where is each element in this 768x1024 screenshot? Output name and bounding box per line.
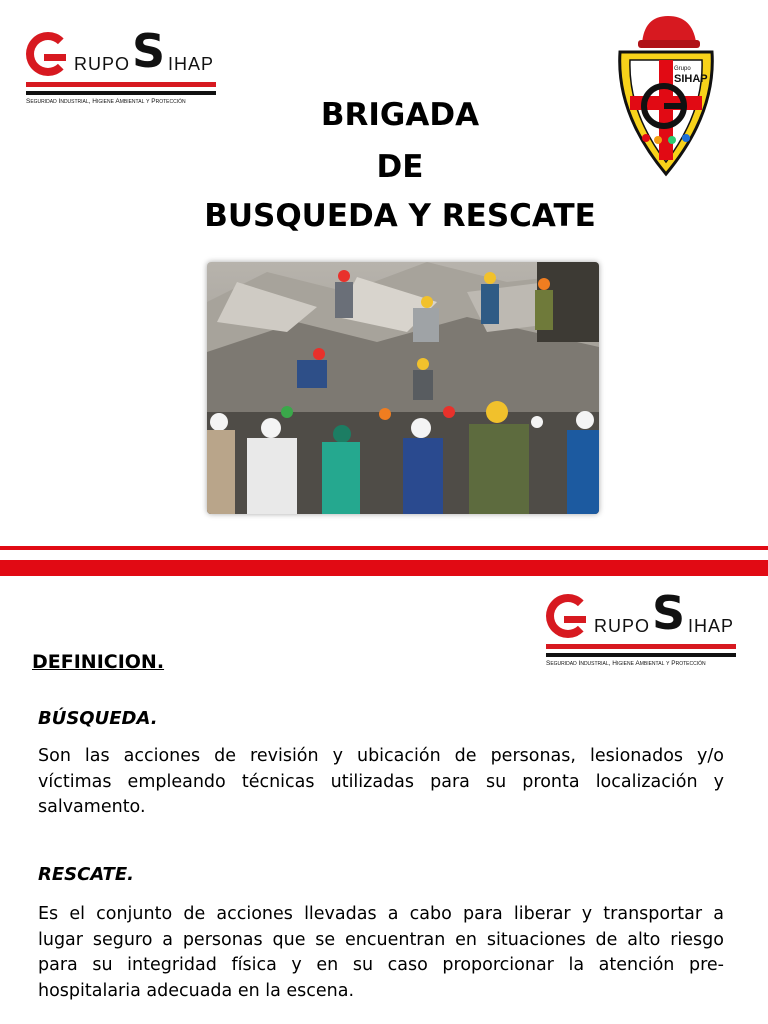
logo-word-right: IHAP (168, 54, 215, 74)
rescate-line: Es el conjunto de acciones llevadas a cabo para liberar y transportar a (38, 904, 724, 924)
title-line-2: DE (376, 149, 424, 185)
title-line-3: BUSQUEDA Y RESCATE (204, 198, 596, 234)
badge-name: SIHAP (674, 73, 708, 85)
logo-tagline: Seguridad Industrial, Higiene Ambiental y Protección (546, 660, 706, 667)
busqueda-line: salvamento. (38, 797, 146, 817)
logo-letter-s: S (652, 586, 686, 640)
definicion-heading: DEFINICION. (32, 651, 165, 673)
title-line-1: BRIGADA (320, 97, 480, 133)
busqueda-title: BÚSQUEDA. (38, 708, 158, 729)
logo-letter-s: S (132, 24, 166, 78)
grupo-sihap-logo-2 (546, 586, 736, 674)
rescate-title: RESCATE. (38, 864, 134, 885)
badge-small-text: Grupo (674, 66, 691, 72)
logo-word-right: IHAP (688, 616, 735, 636)
rescate-line: lugar seguro a personas que se encuentran en situaciones de alto riesgo (38, 929, 724, 950)
rescate-line: hospitalaria adecuada en la escena. (38, 980, 355, 1001)
logo-word-left: RUPO (74, 54, 131, 74)
logo-tagline: Seguridad Industrial, Higiene Ambiental y Protección (26, 98, 186, 105)
rescue-photo (207, 262, 599, 514)
logo-black-stripe (546, 653, 736, 657)
red-divider-thin (0, 546, 768, 550)
rescate-paragraph (38, 902, 724, 1004)
rescate-line: para su integridad física y en su caso proporcionar la atención pre- (38, 955, 724, 975)
logo-red-stripe (26, 82, 216, 87)
sihap-badge-icon (612, 14, 720, 178)
busqueda-line: Son las acciones de revisión y ubicación de personas, lesionados y/o (38, 746, 724, 766)
logo-word-left: RUPO (594, 616, 651, 636)
red-divider-thick (0, 560, 768, 576)
logo-black-stripe (26, 91, 216, 95)
busqueda-line: víctimas empleando técnicas utilizadas para su pronta localización y (38, 771, 724, 792)
logo-red-stripe (546, 644, 736, 649)
busqueda-paragraph (38, 744, 724, 821)
